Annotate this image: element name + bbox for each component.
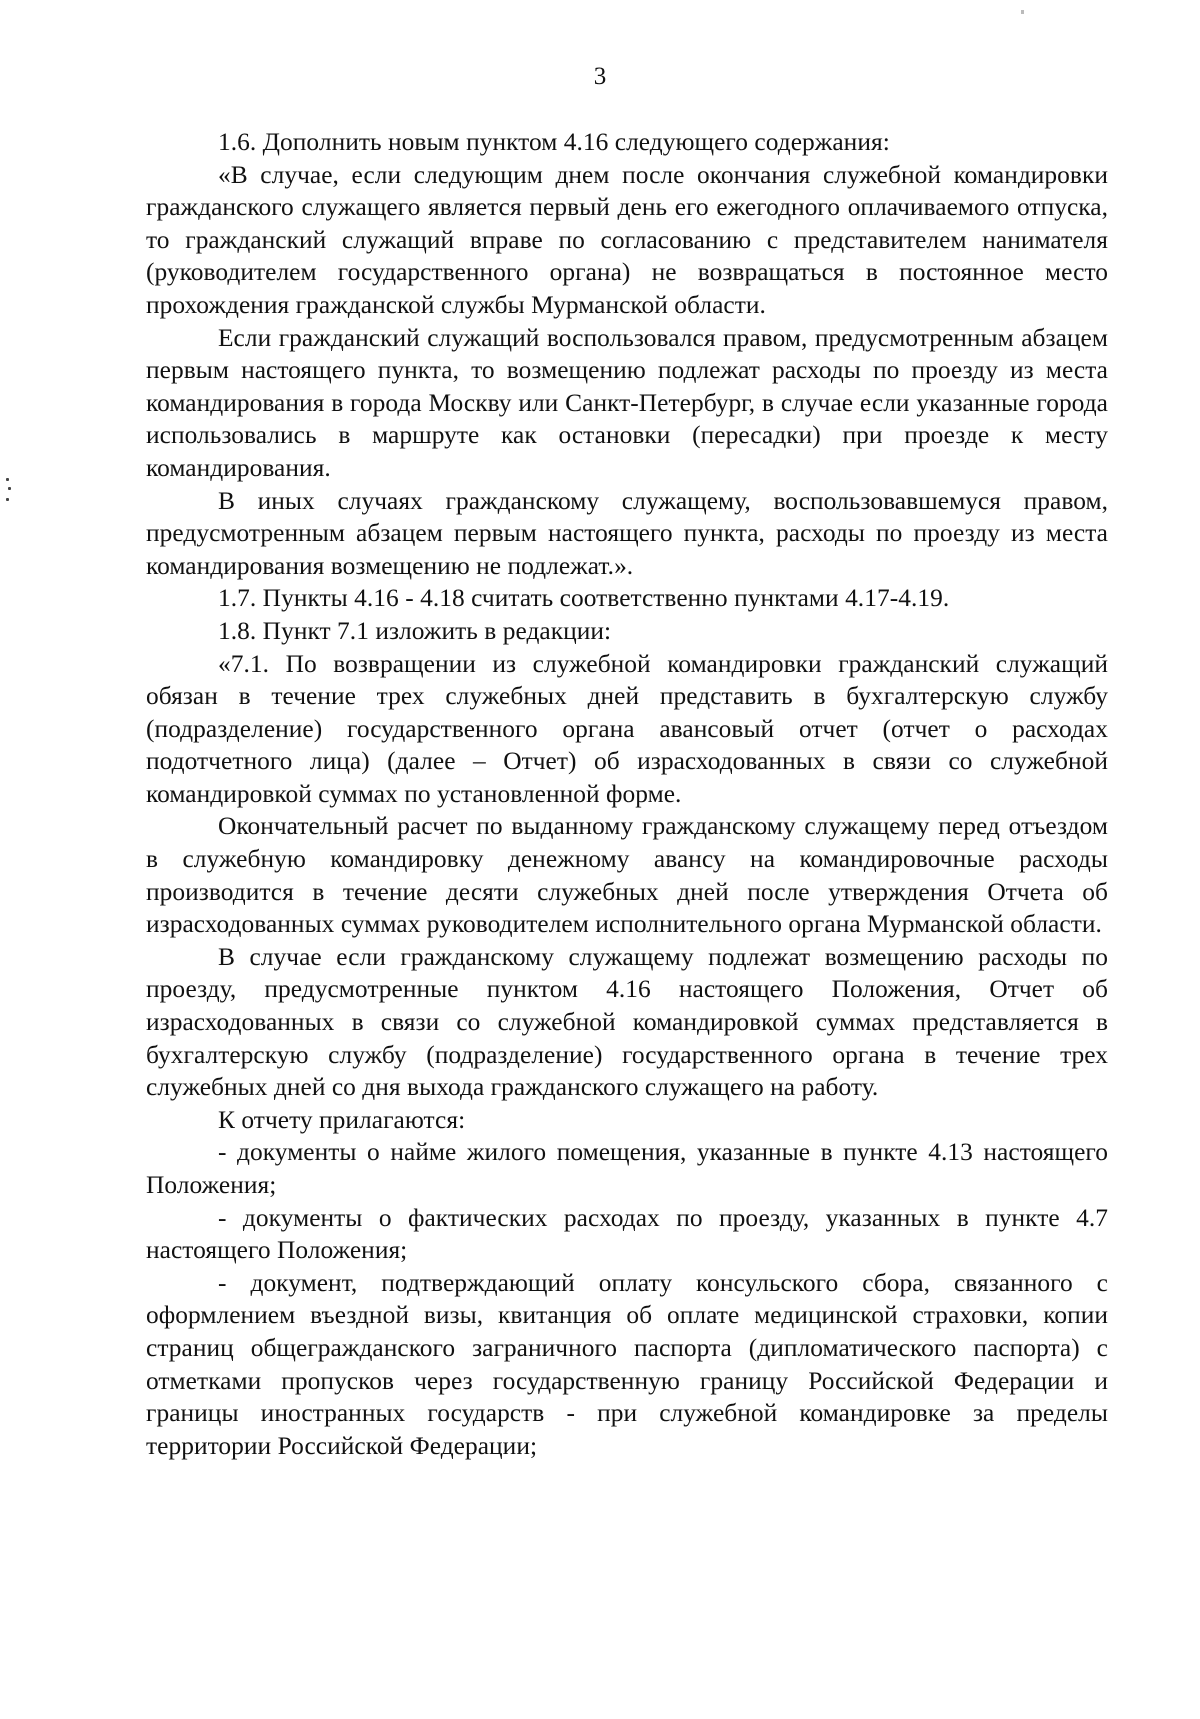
- margin-marks: [6, 478, 16, 508]
- list-item-consular-documents: - документ, подтверждающий оплату консульского сбора, связанного с оформлением въездной визы, квитанция об оплате медицинской страховки, копии страниц общегражданского заграничного паспорта (дипломатического паспорта) с отметками пропусков через государственную границу Российской Федерации и границы иностранных государств - при служебной командировке за пределы территории Российской Федерации;: [146, 1268, 1108, 1460]
- scan-speck: [1021, 10, 1024, 14]
- paragraph-compensation: Если гражданский служащий воспользовался правом, предусмотренным абзацем первым настоящего пункта, то возмещению подлежат расходы по проезду из места командирования в города Москву или Санкт-Петербург, в случае если указанные города использовались в маршруте как остановки (пересадки) при проезде к месту командирования.: [146, 323, 1108, 482]
- paragraph-quote-4-16: «В случае, если следующим днем после окончания служебной командировки гражданского служащего является первый день его ежегодного оплачиваемого отпуска, то гражданский служащий вправе по согласованию с представителем нанимателя (руководителем государственного органа) не возвращаться в постоянное место прохождения гражданской службы Мурманской области.: [146, 160, 1108, 319]
- paragraph-1-6: 1.6. Дополнить новым пунктом 4.16 следующего содержания:: [218, 128, 890, 156]
- page-number: 3: [593, 63, 607, 90]
- paragraph-1-8: 1.8. Пункт 7.1 изложить в редакции:: [218, 616, 612, 645]
- paragraph-final-settlement: Окончательный расчет по выданному гражданскому служащему перед отъездом в служебную командировку денежному авансу на командировочные расходы производится в течение десяти служебных дней после утверждения Отчета об израсходованных суммах руководителем исполнительного органа Мурманской области.: [146, 812, 1108, 939]
- document-body: [146, 126, 1108, 1462]
- list-item-housing-documents: - документы о найме жилого помещения, указанные в пункте 4.13 настоящего Положения;: [146, 1138, 1108, 1199]
- paragraph-attachments-intro: К отчету прилагаются:: [218, 1105, 466, 1134]
- paragraph-other-cases: В иных случаях гражданскому служащему, воспользовавшемуся правом, предусмотренным абзацем первым настоящего пункта, расходы по проезду из места командирования возмещению не подлежат.».: [146, 486, 1108, 580]
- paragraph-1-7: 1.7. Пункты 4.16 - 4.18 считать соответственно пунктами 4.17-4.19.: [218, 584, 950, 613]
- paragraph-report-deadline: В случае если гражданскому служащему подлежат возмещению расходы по проезду, предусмотренные пунктом 4.16 настоящего Положения, Отчет об израсходованных в связи со служебной командировкой суммах представляется в бухгалтерскую службу (подразделение) государственного органа в течение трех служебных дней со дня выхода гражданского служащего на работу.: [146, 942, 1108, 1102]
- paragraph-quote-7-1: «7.1. По возвращении из служебной командировки гражданский служащий обязан в течение трех служебных дней представить в бухгалтерскую службу (подразделение) государственного органа авансовый отчет (отчет о расходах подотчетного лица) (далее – Отчет) об израсходованных в связи со служебной командировкой суммах по установленной форме.: [146, 649, 1108, 808]
- list-item-travel-documents: - документы о фактических расходах по проезду, указанных в пункте 4.7 настоящего Положения;: [146, 1203, 1108, 1265]
